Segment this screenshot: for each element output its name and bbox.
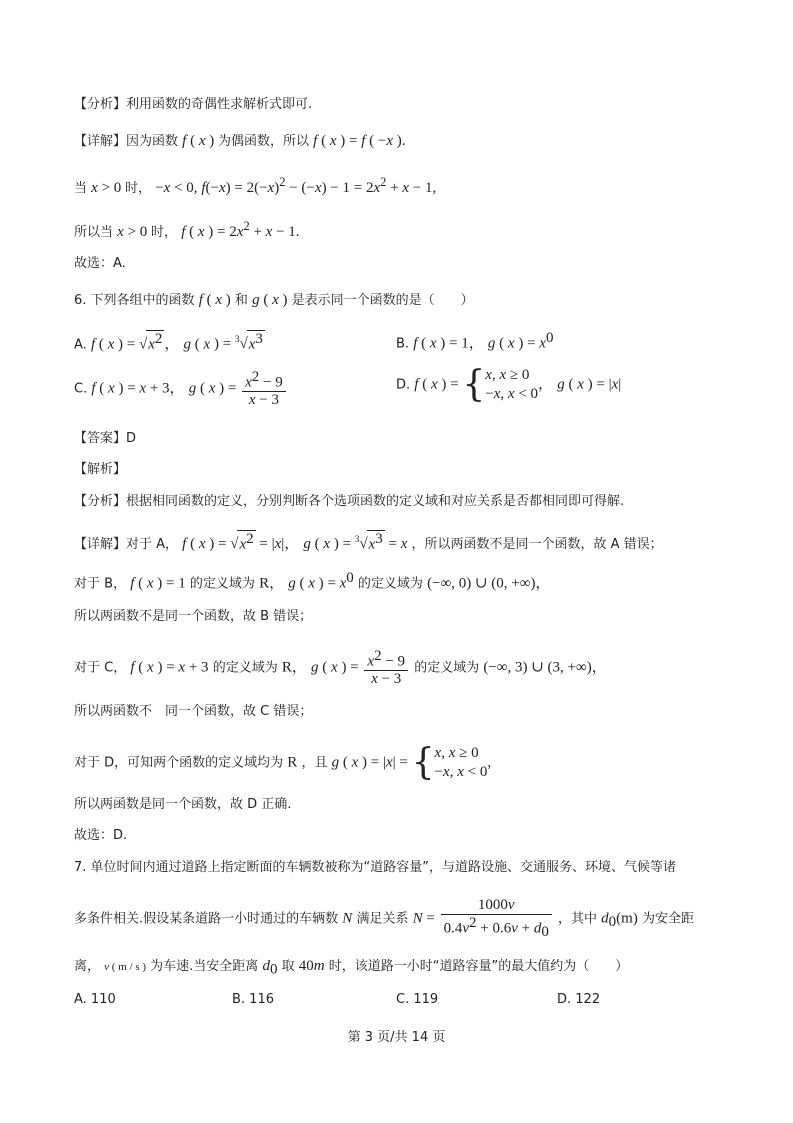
analysis-q6: 【分析】根据相同函数的定义，分别判断各个选项函数的定义域和对应关系是否都相同即可得解. — [74, 494, 625, 509]
detail-q6-line4: 对于 C， f ( x ) = x + 3 的定义域为 R， g ( x ) = $\frac{x^2 - 9}{x - 3}$ 的定义域为 (−∞, 3) ∪ (3, +∞)， — [74, 648, 607, 688]
text: 对于 B， — [74, 576, 127, 592]
text: 多条件相关.假设某条道路一小时通过的车辆数 — [74, 911, 339, 927]
text: 的定义域为 — [357, 576, 423, 592]
analysis-q5: 【分析】利用函数的奇偶性求解析式即可. — [74, 97, 313, 112]
text: 为偶函数，所以 — [218, 134, 310, 149]
question-6-stem: 6. 下列各组中的函数 f ( x ) 和 g ( x ) 是表示同一个函数的是（ ） — [74, 292, 474, 308]
text: 离， — [74, 959, 101, 974]
text: 所以当 — [74, 225, 114, 240]
detail-q6-line6: 对于 D，可知两个函数的定义域均为 R ，且 g ( x ) = |x| = {x, x ≥ 0 −x, x < 0, — [74, 742, 492, 783]
text: 为车速.当安全距离 — [150, 959, 259, 974]
text: 的定义域为 — [189, 576, 255, 592]
question-7-line1: 7. 单位时间内通过道路上指定断面的车辆数被称为“道路容量”，与道路设施、交通服务、环境、气候等诸 — [74, 860, 677, 875]
question-7-line2: 多条件相关.假设某条道路一小时通过的车辆数 N 满足关系 N = $\frac{1000v}{0.4v^2 + 0.6v + d_0}$ ，其中 $d_0(m)$ 为安全距 — [74, 897, 694, 940]
jiexi-q6: 【解析】 — [74, 462, 127, 477]
detail-q6-line3: 所以两函数不是同一个函数，故 B 错误； — [74, 609, 313, 624]
question-7-line3: 离， v ( m / s ) 为车速.当安全距离 $d_0$ 取 40m 时，该道路一小时“道路容量”的最大值约为（ ） — [74, 958, 629, 978]
option-label: A. — [74, 337, 87, 353]
detail-q5-line1: 【详解】因为函数 f ( x ) 为偶函数，所以 f ( x ) = f ( −x ). — [74, 133, 406, 149]
text: 时， — [151, 225, 178, 240]
q7-option-d: D. 122 — [557, 992, 601, 1007]
text: 满足关系 — [356, 911, 409, 927]
detail-q5-line2: 当 x > 0 时， −x < 0, $f(-x) = 2(-x)^2 - (-x) - 1 = 2x^2 + x - 1$, — [74, 175, 437, 196]
option-label: D. — [396, 377, 411, 393]
option-label: B. — [396, 336, 410, 352]
q7-option-b: B. 116 — [232, 992, 274, 1007]
text: ，其中 — [558, 911, 598, 927]
text: 时， — [125, 181, 152, 196]
option-b: B. f ( x ) = 1， g ( x ) = $x^0$ — [396, 330, 554, 352]
option-label: C. — [74, 381, 88, 397]
detail-q6-line2: 对于 B， f ( x ) = 1 的定义域为 R， g ( x ) = $x^0$ 的定义域为 (−∞, 0) ∪ (0, +∞)， — [74, 570, 551, 592]
text: 取 — [281, 959, 295, 974]
text: 的定义域为 — [414, 660, 480, 676]
text: 时，该道路一小时“道路容量”的最大值约为（ ） — [328, 959, 629, 974]
text: 【详解】对于 A， — [74, 537, 179, 552]
text: 当 — [74, 181, 88, 196]
text: 对于 C， — [74, 660, 127, 676]
text: ，且 — [301, 755, 328, 771]
text: 和 — [234, 293, 248, 308]
text: 为安全距 — [641, 911, 694, 927]
choose-q5: 故选：A. — [74, 256, 126, 271]
choose-q6: 故选：D. — [74, 828, 128, 843]
text: 是表示同一个函数的是（ ） — [291, 293, 474, 308]
option-c: C. f ( x ) = x + 3， g ( x ) = $\frac{x^2 - 9}{x - 3}$ — [74, 369, 288, 409]
detail-q6-line7: 所以两函数是同一个函数，故 D 正确. — [74, 797, 292, 812]
answer-q6: 【答案】D — [74, 431, 137, 446]
text: ，所以两函数不是同一个函数，故 A 错误； — [411, 537, 663, 552]
q7-option-a: A. 110 — [74, 992, 116, 1007]
option-d: D. f ( x ) = {x, x ≥ 0 −x, x < 0， g ( x ) = |x| — [396, 364, 622, 405]
option-a: A. f ( x ) = $√x^2$ ， g ( x ) = $^3√x^3$ — [74, 331, 263, 353]
page-footer: 第 3 页/共 14 页 — [347, 1030, 446, 1045]
text: 对于 D，可知两个函数的定义域均为 — [74, 755, 284, 771]
q7-option-c: C. 119 — [396, 992, 439, 1007]
text: 6. 下列各组中的函数 — [74, 293, 195, 308]
detail-q6-line1: 【详解】对于 A， f ( x ) = $√x^2 = |x|$， g ( x ) = $^3√x^3 = x$ ，所以两函数不是同一个函数，故 A 错误； — [74, 530, 663, 552]
detail-q6-line5: 所以两函数不 同一个函数，故 C 错误； — [74, 704, 313, 719]
text: 【详解】因为函数 — [74, 134, 179, 149]
text: 的定义域为 — [212, 660, 278, 676]
detail-q5-line3: 所以当 x > 0 时， f ( x ) = $2x^2 + x - 1$. — [74, 219, 300, 240]
